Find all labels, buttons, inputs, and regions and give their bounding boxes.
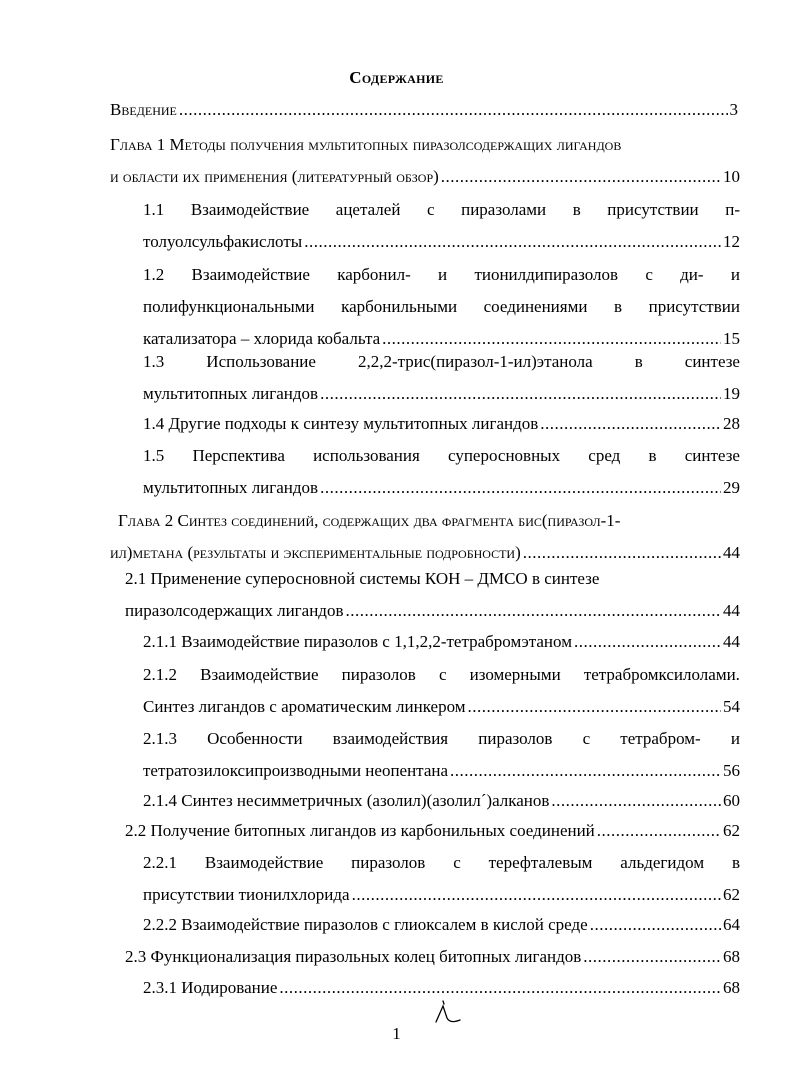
toc-word: полифункциональными — [143, 297, 315, 316]
toc-entry-text: 2.1.4 Синтез несимметричных (азолил)(азолил´)алканов — [143, 791, 550, 810]
toc-line-s1-1-1 — [143, 197, 740, 223]
toc-page-number: 28 — [723, 414, 740, 433]
dot-leader — [279, 975, 721, 1001]
toc-word: с — [645, 265, 653, 284]
toc-word: 2.1.2 — [143, 665, 177, 684]
toc-page-number: 64 — [723, 915, 740, 934]
toc-page-number: 62 — [723, 821, 740, 840]
toc-line-ch1-1 — [110, 132, 740, 158]
toc-line-s2-1-1-1 — [143, 629, 740, 655]
toc-line-s1-3-1 — [143, 349, 740, 375]
dot-leader — [583, 944, 721, 970]
toc-word: изомерными — [469, 665, 561, 684]
toc-word: и — [730, 265, 740, 284]
toc-page-number: 60 — [723, 791, 740, 810]
toc-word: в — [634, 352, 643, 371]
toc-word: с — [453, 853, 461, 872]
toc-word: 2.1.3 — [143, 729, 177, 748]
toc-word: с — [438, 665, 447, 684]
dot-leader — [320, 381, 721, 407]
toc-line-intro-1 — [110, 97, 738, 123]
toc-word: Перспектива — [192, 446, 285, 465]
toc-word: синтезе — [684, 352, 740, 371]
toc-page-number: 12 — [723, 232, 740, 251]
dot-leader — [450, 758, 721, 784]
toc-entry-text: 2.2.2 Взаимодействие пиразолов с глиоксалем в кислой среде — [143, 915, 588, 934]
toc-page-number: 54 — [723, 697, 740, 716]
toc-entry-text: ил)метана (результаты и экспериментальные подробности) — [110, 543, 521, 562]
toc-line-s2-2-1 — [125, 818, 740, 844]
toc-word: 2.2.1 — [143, 853, 177, 872]
toc-line-s1-5-1 — [143, 443, 740, 469]
toc-line-s2-1-4-1 — [143, 788, 740, 814]
toc-line-ch2-2 — [110, 540, 740, 566]
toc-entry-text: и области их применения (литературный обзор) — [110, 167, 439, 186]
toc-word: тетрабромксилолами. — [583, 665, 740, 684]
toc-line-s2-1-2-1 — [143, 662, 740, 688]
toc-word: карбонил- — [337, 265, 411, 284]
toc-word: соединениями — [483, 297, 588, 316]
toc-line-s2-1-2 — [125, 598, 740, 624]
toc-line-s2-3-1 — [125, 944, 740, 970]
toc-word: присутствии — [607, 200, 699, 219]
toc-word: сред — [588, 446, 621, 465]
toc-word: ди- — [680, 265, 704, 284]
toc-word: суперосновных — [448, 446, 561, 465]
toc-word: в — [614, 297, 623, 316]
dot-leader — [304, 229, 721, 255]
toc-line-ch2-1 — [118, 508, 740, 534]
toc-line-s1-5-2 — [143, 475, 740, 501]
toc-word: пиразолов — [341, 665, 416, 684]
toc-entry-text: пиразолсодержащих лигандов — [125, 601, 344, 620]
toc-page-number: 29 — [723, 478, 740, 497]
toc-page-number: 3 — [729, 100, 738, 119]
toc-line-ch1-2 — [110, 164, 740, 190]
toc-word: ацеталей — [335, 200, 401, 219]
toc-word: 1.5 — [143, 446, 165, 465]
toc-word: Взаимодействие — [191, 265, 310, 284]
toc-page-number: 15 — [723, 329, 740, 348]
toc-word: тетрабром- — [620, 729, 701, 748]
toc-entry-text: толуолсульфакислоты — [143, 232, 303, 251]
toc-word: альдегидом — [620, 853, 705, 872]
toc-word: Особенности — [207, 729, 303, 748]
toc-word: использования — [313, 446, 420, 465]
toc-entry-text: 2.3 Функционализация пиразольных колец битопных лигандов — [125, 947, 582, 966]
toc-entry-text: Глава 2 Синтез соединений, содержащих два фрагмента бис(пиразол-1- — [118, 511, 621, 530]
toc-entry-text: 2.2 Получение битопных лигандов из карбонильных соединений — [125, 821, 595, 840]
dot-leader — [523, 540, 721, 566]
toc-entry-text: Синтез лигандов с ароматическим линкером — [143, 697, 466, 716]
toc-entry-text: тетратозилоксипроизводными неопентана — [143, 761, 449, 780]
dot-leader — [540, 411, 721, 437]
toc-entry-text: мультитопных лигандов — [143, 478, 319, 497]
toc-word: Использование — [206, 352, 316, 371]
dot-leader — [597, 818, 721, 844]
toc-word: 1.2 — [143, 265, 165, 284]
dot-leader — [468, 694, 721, 720]
toc-line-s1-3-2 — [143, 381, 740, 407]
toc-word: 2,2,2-трис(пиразол-1-ил)этанола — [357, 352, 593, 371]
toc-word: 1.3 — [143, 352, 165, 371]
toc-line-s2-1-3-1 — [143, 726, 740, 752]
page-number: 1 — [392, 1024, 401, 1043]
toc-word: карбонильными — [341, 297, 458, 316]
toc-word: синтезе — [684, 446, 740, 465]
toc-page-number: 56 — [723, 761, 740, 780]
toc-word: взаимодействия — [332, 729, 449, 748]
dot-leader — [590, 912, 721, 938]
toc-entry-text: 1.4 Другие подходы к синтезу мультитопных лигандов — [143, 414, 539, 433]
toc-word: присутствии — [648, 297, 740, 316]
toc-line-s1-1-2 — [143, 229, 740, 255]
toc-word: с — [582, 729, 591, 748]
toc-word: тионилдипиразолов — [474, 265, 619, 284]
toc-line-s1-2-1 — [143, 262, 740, 288]
toc-line-s2-1-2-2 — [143, 694, 740, 720]
dot-leader — [441, 164, 721, 190]
toc-word: Взаимодействие — [200, 665, 319, 684]
toc-page-number: 62 — [723, 885, 740, 904]
toc-page-number: 68 — [723, 947, 740, 966]
dot-leader — [551, 788, 721, 814]
page-title: Содержание — [349, 68, 444, 87]
toc-word: 1.1 — [143, 200, 165, 219]
toc-word: и — [438, 265, 448, 284]
toc-entry-text: присутствии тионилхлорида — [143, 885, 350, 904]
dot-leader — [179, 97, 728, 123]
toc-entry-text: 2.1.1 Взаимодействие пиразолов с 1,1,2,2-тетрабромэтаном — [143, 632, 572, 651]
toc-word: и — [730, 729, 740, 748]
dot-leader — [345, 598, 721, 624]
toc-line-s2-2-1-2 — [143, 882, 740, 908]
toc-word: п- — [725, 200, 740, 219]
toc-line-s1-4-1 — [143, 411, 740, 437]
signature-mark — [432, 998, 464, 1026]
toc-page-number: 44 — [723, 543, 740, 562]
toc-entry-text: катализатора – хлорида кобальта — [143, 329, 381, 348]
toc-entry-text: мультитопных лигандов — [143, 384, 319, 403]
toc-page-number: 68 — [723, 978, 740, 997]
dot-leader — [320, 475, 721, 501]
dot-leader — [574, 629, 721, 655]
toc-word: Взаимодействие — [204, 853, 324, 872]
toc-word: Взаимодействие — [190, 200, 310, 219]
dot-leader — [352, 882, 721, 908]
toc-word: с — [427, 200, 435, 219]
toc-entry-text: 2.1 Применение суперосновной системы КОН – ДМСО в синтезе — [125, 569, 600, 588]
toc-word: в — [572, 200, 581, 219]
toc-line-s1-2-2 — [143, 294, 740, 320]
toc-page-number: 19 — [723, 384, 740, 403]
toc-line-s2-1-1 — [125, 566, 740, 592]
toc-word: пиразолов — [478, 729, 553, 748]
toc-line-s2-2-2-1 — [143, 912, 740, 938]
toc-page-number: 10 — [723, 167, 740, 186]
toc-word: терефталевым — [488, 853, 593, 872]
toc-word: в — [648, 446, 657, 465]
toc-word: пиразолами — [461, 200, 547, 219]
toc-page-number: 44 — [723, 601, 740, 620]
toc-entry-text: Глава 1 Методы получения мультитопных пиразолсодержащих лигандов — [110, 135, 622, 154]
toc-word: пиразолов — [351, 853, 426, 872]
toc-entry-text: Введение — [110, 100, 177, 119]
toc-line-s2-2-1-1 — [143, 850, 740, 876]
toc-entry-text: 2.3.1 Иодирование — [143, 978, 278, 997]
toc-line-s2-1-3-2 — [143, 758, 740, 784]
toc-page-number: 44 — [723, 632, 740, 651]
toc-word: в — [731, 853, 740, 872]
